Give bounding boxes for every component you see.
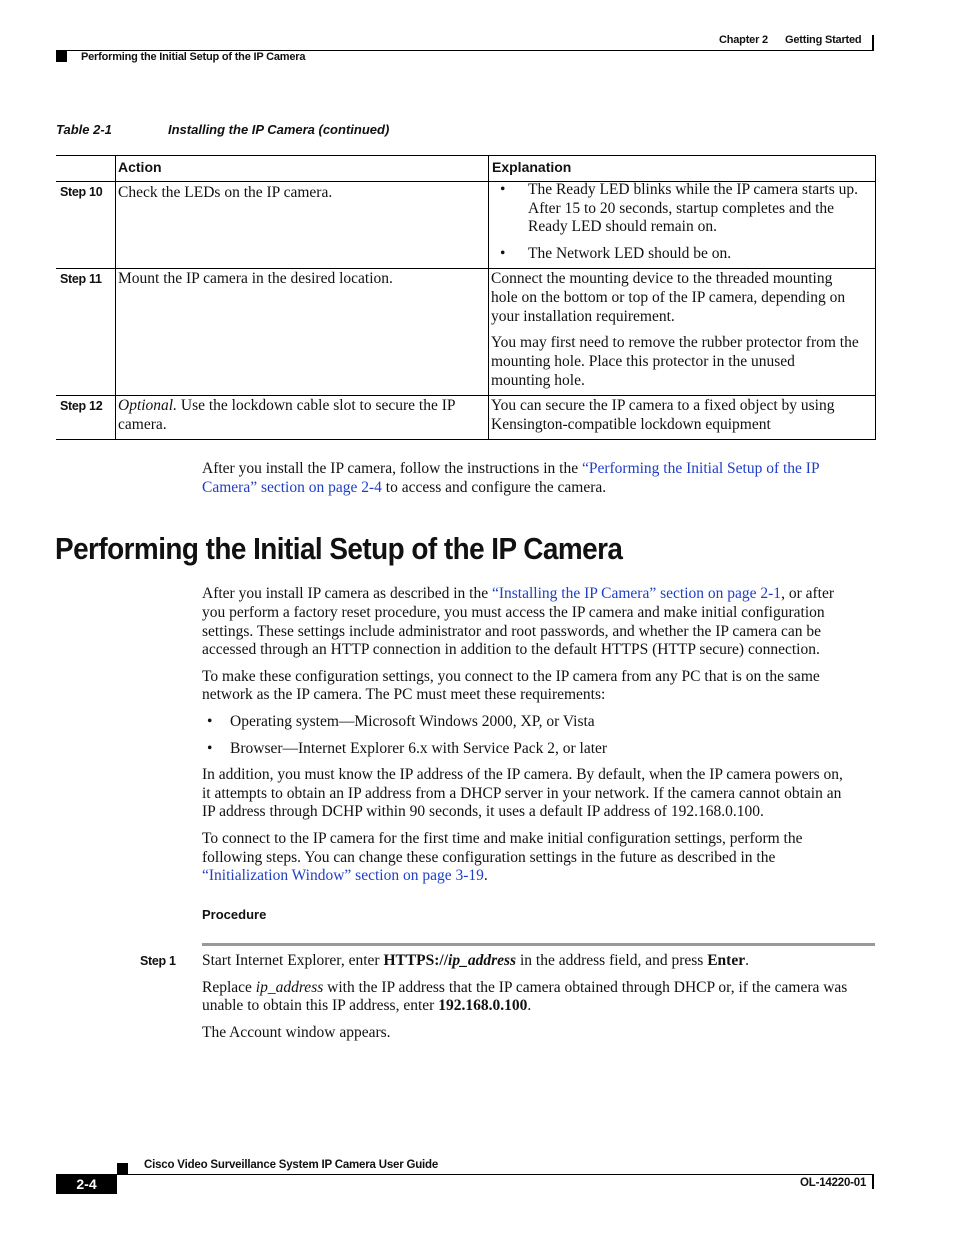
table-col-rule [875, 155, 876, 440]
paragraph-line: IP address through DCHP within 90 seconds, it uses a default IP address of 192.168.0.100. [202, 803, 764, 820]
paragraph-line: To make these configuration settings, you connect to the IP camera from any PC that is on the same [202, 668, 820, 685]
table-row-rule [56, 395, 876, 396]
section-heading: Performing the Initial Setup of the IP Camera [55, 531, 623, 566]
footer-square [117, 1163, 128, 1174]
procedure-label: Procedure [202, 907, 267, 922]
explanation-line: You can secure the IP camera to a fixed object by using [491, 397, 835, 414]
column-header-explanation: Explanation [492, 159, 572, 175]
paragraph-line: network as the IP camera. The PC must meet these requirements: [202, 686, 606, 703]
column-header-action: Action [118, 159, 162, 175]
header-chapter-title: Getting Started [785, 34, 862, 46]
procedure-rule [202, 943, 875, 946]
cross-reference-link[interactable]: Camera” section on page 2-4 [202, 479, 382, 496]
step-label: Step 1 [140, 954, 176, 968]
table-top-rule [56, 155, 876, 156]
action-cell: camera. [118, 416, 167, 433]
bullet-icon: • [500, 245, 506, 262]
paragraph-line: To connect to the IP camera for the first time and make initial configuration settings, perform the [202, 830, 803, 847]
explanation-line: your installation requirement. [491, 308, 675, 325]
step-detail: unable to obtain this IP address, enter 192.168.0.100. [202, 997, 532, 1014]
paragraph-line: you perform a factory reset procedure, you must access the IP camera and make initial configuration [202, 604, 825, 621]
paragraph-line: it attempts to obtain an IP address from a DHCP server in your network. If the camera cannot obtain an [202, 785, 842, 802]
cross-reference-link[interactable]: “Installing the IP Camera” section on page 2-1 [491, 585, 782, 602]
footer-guide-title: Cisco Video Surveillance System IP Camera User Guide [144, 1159, 439, 1171]
explanation-line: You may first need to remove the rubber protector from the [491, 334, 859, 351]
bullet-icon: • [207, 713, 213, 730]
footer-tick [872, 1175, 874, 1189]
paragraph-line: settings. These settings include administrator and root passwords, and whether the IP camera can be [202, 623, 821, 640]
footer-rule [56, 1174, 874, 1175]
after-table-paragraph: After you install the IP camera, follow the instructions in the “Performing the Initial Setup of the IP [202, 460, 820, 477]
bullet-icon: • [207, 740, 213, 757]
paragraph-line: After you install IP camera as described in the “Installing the IP Camera” section on page 2-1, or after [202, 585, 834, 602]
after-table-paragraph: Camera” section on page 2-4 to access and configure the camera. [202, 479, 607, 496]
explanation-line: Kensington-compatible lockdown equipment [491, 416, 771, 433]
step-result: The Account window appears. [202, 1024, 391, 1041]
action-cell: Optional. Use the lockdown cable slot to secure the IP [118, 397, 456, 414]
step-detail: Replace ip_address with the IP address that the IP camera obtained through DHCP or, if the camera was [202, 979, 848, 996]
cross-reference-link[interactable]: “Performing the Initial Setup of the IP [581, 460, 820, 477]
table-col-rule [115, 155, 116, 440]
step-label: Step 10 [60, 185, 103, 199]
action-cell: Check the LEDs on the IP camera. [118, 184, 333, 201]
paragraph-line: accessed through an HTTP connection in addition to the default HTTPS (HTTP secure) connection. [202, 641, 820, 658]
action-cell: Mount the IP camera in the desired location. [118, 270, 393, 287]
step-label: Step 11 [60, 272, 102, 286]
footer-doc-id: OL-14220-01 [800, 1177, 867, 1189]
cross-reference-link[interactable]: “Initialization Window” section on page 3-19 [202, 867, 484, 884]
table-caption-title: Installing the IP Camera (continued) [168, 122, 390, 137]
explanation-line: Connect the mounting device to the threaded mounting [491, 270, 833, 287]
header-section: Performing the Initial Setup of the IP Camera [81, 51, 306, 63]
header-square [56, 51, 67, 62]
explanation-line: mounting hole. [491, 372, 585, 389]
explanation-line: hole on the bottom or top of the IP camera, depending on [491, 289, 846, 306]
explanation-line: mounting hole. Place this protector in the unused [491, 353, 795, 370]
step-instruction: Start Internet Explorer, enter HTTPS://ip_address in the address field, and press Enter. [202, 952, 749, 969]
paragraph-line: following steps. You can change these configuration settings in the future as described in the [202, 849, 776, 866]
paragraph-line: “Initialization Window” section on page 3-19. [202, 867, 488, 884]
bullet-icon: • [500, 181, 506, 198]
step-label: Step 12 [60, 399, 103, 413]
table-caption-number: Table 2-1 [56, 122, 112, 137]
table-col-rule [488, 155, 489, 440]
page-number: 2-4 [76, 1176, 97, 1192]
header-tick [872, 35, 874, 51]
table-bottom-rule [56, 439, 876, 440]
paragraph-line: In addition, you must know the IP address of the IP camera. By default, when the IP camera powers on, [202, 766, 843, 783]
header-chapter: Chapter 2 [719, 34, 768, 46]
table-row-rule [56, 268, 876, 269]
